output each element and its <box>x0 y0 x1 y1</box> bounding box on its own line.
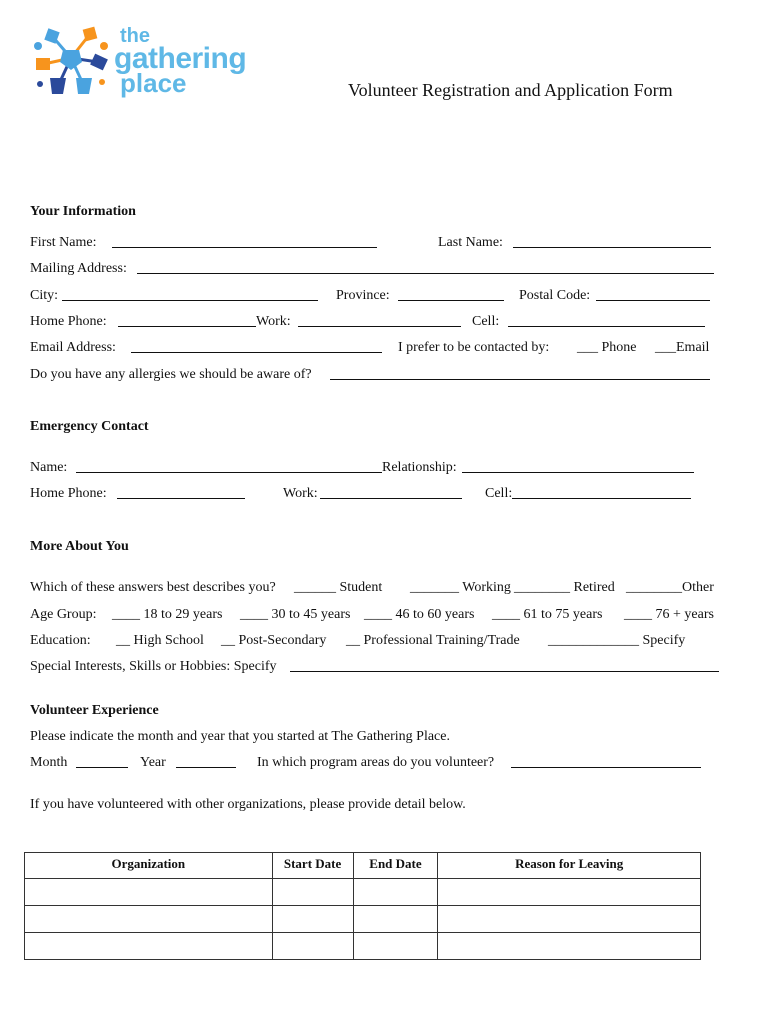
allergies-field[interactable] <box>330 379 710 380</box>
logo-mark-icon <box>30 20 112 98</box>
table-cell[interactable] <box>272 933 353 960</box>
section-heading-more-about-you: More About You <box>30 539 129 554</box>
education-high-school[interactable]: __ High School <box>116 633 204 648</box>
table-cell[interactable] <box>25 906 273 933</box>
option-student[interactable]: ______ Student <box>294 580 383 595</box>
table-cell[interactable] <box>353 933 438 960</box>
province-label: Province: <box>336 288 390 303</box>
option-other[interactable]: ________Other <box>626 580 714 595</box>
work-phone-field[interactable] <box>298 326 461 327</box>
table-row <box>25 879 701 906</box>
option-working[interactable]: _______ Working <box>410 580 511 595</box>
first-name-label: First Name: <box>30 235 97 250</box>
table-cell[interactable] <box>25 933 273 960</box>
table-cell[interactable] <box>272 906 353 933</box>
month-field[interactable] <box>76 767 128 768</box>
table-cell[interactable] <box>272 879 353 906</box>
contact-email-option[interactable]: ___Email <box>655 340 710 355</box>
table-row <box>25 906 701 933</box>
table-cell[interactable] <box>25 879 273 906</box>
education-label: Education: <box>30 633 91 648</box>
section-heading-volunteer-experience: Volunteer Experience <box>30 703 159 718</box>
logo <box>30 20 280 100</box>
mailing-address-label: Mailing Address: <box>30 261 127 276</box>
table-cell[interactable] <box>438 933 701 960</box>
table-cell[interactable] <box>438 906 701 933</box>
age-option-18-29[interactable]: ____ 18 to 29 years <box>112 607 223 622</box>
education-professional-training[interactable]: __ Professional Training/Trade <box>346 633 520 648</box>
last-name-label: Last Name: <box>438 235 503 250</box>
table-cell[interactable] <box>353 879 438 906</box>
logo-text-the: the <box>120 25 150 47</box>
relationship-field[interactable] <box>462 472 694 473</box>
section-heading-your-information: Your Information <box>30 204 136 219</box>
month-label: Month <box>30 755 68 770</box>
emergency-home-phone-label: Home Phone: <box>30 486 107 501</box>
column-header-reason-for-leaving: Reason for Leaving <box>438 853 701 879</box>
education-specify[interactable]: _____________ Specify <box>548 633 686 648</box>
mailing-address-field[interactable] <box>137 273 714 274</box>
contact-phone-option[interactable]: ___ Phone <box>577 340 637 355</box>
city-label: City: <box>30 288 59 303</box>
other-organizations-instruction: If you have volunteered with other organizations, please provide detail below. <box>30 797 466 812</box>
year-label: Year <box>140 755 166 770</box>
work-phone-label: Work: <box>256 314 291 329</box>
age-option-76-plus[interactable]: ____ 76 + years <box>624 607 714 622</box>
logo-text-place: place <box>120 68 187 98</box>
first-name-field[interactable] <box>112 247 377 248</box>
program-areas-field[interactable] <box>511 767 701 768</box>
age-option-30-45[interactable]: ____ 30 to 45 years <box>240 607 351 622</box>
postal-code-label: Postal Code: <box>519 288 591 303</box>
age-option-46-60[interactable]: ____ 46 to 60 years <box>364 607 475 622</box>
allergies-label: Do you have any allergies we should be aware of? <box>30 367 312 382</box>
table-cell[interactable] <box>353 906 438 933</box>
emergency-work-label: Work: <box>283 486 318 501</box>
option-retired[interactable]: ________ Retired <box>514 580 615 595</box>
age-option-61-75[interactable]: ____ 61 to 75 years <box>492 607 603 622</box>
year-field[interactable] <box>176 767 236 768</box>
table-cell[interactable] <box>438 879 701 906</box>
last-name-field[interactable] <box>513 247 711 248</box>
home-phone-field[interactable] <box>118 326 256 327</box>
start-date-instruction: Please indicate the month and year that you started at The Gathering Place. <box>30 729 450 744</box>
program-areas-question: In which program areas do you volunteer? <box>257 755 495 770</box>
province-field[interactable] <box>398 300 504 301</box>
page-title: Volunteer Registration and Application Form <box>348 80 673 100</box>
emergency-home-phone-field[interactable] <box>117 498 245 499</box>
section-heading-emergency-contact: Emergency Contact <box>30 419 149 434</box>
column-header-start-date: Start Date <box>272 853 353 879</box>
cell-field[interactable] <box>508 326 705 327</box>
logo-text-gathering: gathering <box>114 42 247 75</box>
age-group-label: Age Group: <box>30 607 97 622</box>
relationship-label: Relationship: <box>382 460 457 475</box>
cell-label: Cell: <box>472 314 500 329</box>
table-row <box>25 933 701 960</box>
interests-field[interactable] <box>290 671 719 672</box>
describes-question: Which of these answers best describes you? <box>30 580 276 595</box>
education-post-secondary[interactable]: __ Post-Secondary <box>221 633 327 648</box>
emergency-work-field[interactable] <box>320 498 462 499</box>
emergency-cell-field[interactable] <box>512 498 691 499</box>
email-label: Email Address: <box>30 340 116 355</box>
emergency-name-field[interactable] <box>76 472 382 473</box>
postal-code-field[interactable] <box>596 300 710 301</box>
table-header-row <box>25 853 701 879</box>
column-header-end-date: End Date <box>353 853 438 879</box>
contact-preference-label: I prefer to be contacted by: <box>398 340 550 355</box>
interests-label: Special Interests, Skills or Hobbies: Specify <box>30 659 277 674</box>
column-header-organization: Organization <box>25 853 273 879</box>
home-phone-label: Home Phone: <box>30 314 107 329</box>
emergency-name-label: Name: <box>30 460 68 475</box>
volunteer-history-table <box>24 852 701 960</box>
emergency-cell-label: Cell: <box>485 486 513 501</box>
email-field[interactable] <box>131 352 382 353</box>
city-field[interactable] <box>62 300 318 301</box>
